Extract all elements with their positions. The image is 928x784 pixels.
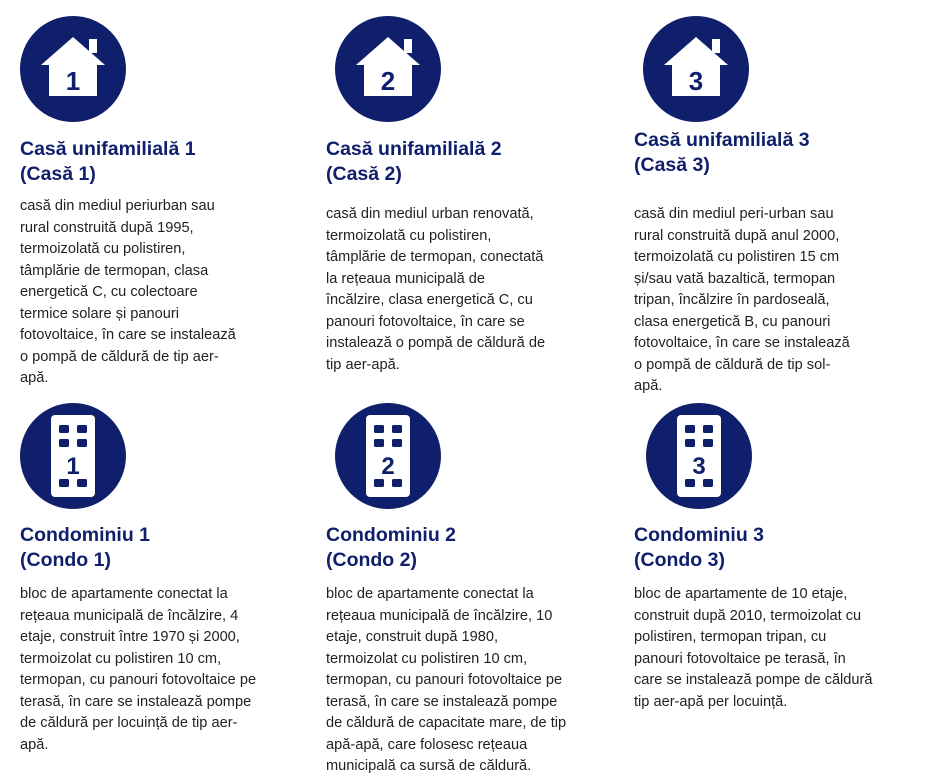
condo-card-3: [634, 403, 904, 710]
house-number: 1: [65, 66, 81, 96]
apartment-building-icon: [335, 403, 441, 509]
house-title: Casă unifamilială 2 (Casă 2): [326, 138, 502, 185]
condo-number: 2: [381, 453, 395, 480]
house-description: casă din mediul periurban sau rural construită după 1995, termoizolată cu polistiren, tâmplărie de termopan, clasa energetică C, cu colectoare termice solare și panouri fotovoltaice, în care se instalează o pompă de căldură de tip aer- apă.: [20, 198, 236, 386]
house-card-2: [326, 16, 596, 373]
apartment-building-icon: [646, 403, 752, 509]
house-description: casă din mediul urban renovată, termoizolată cu polistiren, tâmplărie de termopan, conectată la rețeaua municipală de încălzire, clasa energetică C, cu panouri fotovoltaice, în care se instalează o pompă de căldură de tip aer-apă.: [326, 206, 546, 373]
house-number: 2: [380, 66, 396, 96]
condo-description: bloc de apartamente conectat la rețeaua municipală de încălzire, 4 etaje, construit între 1970 și 2000, termoizolat cu polistiren 10 cm, termopan, cu panouri fotovoltaice pe terasă, în care se instalează pompe de căldură per locuință de tip aer- apă.: [20, 586, 257, 753]
condo-number: 1: [66, 453, 80, 480]
house-card-1: [20, 16, 290, 386]
house-title: Casă unifamilială 3 (Casă 3): [634, 129, 810, 176]
apartment-building-icon: [20, 403, 126, 509]
condo-number: 3: [692, 453, 706, 480]
house-icon: [20, 16, 126, 122]
house-card-3: [634, 16, 904, 394]
condo-card-2: [326, 403, 596, 774]
condo-title: Condominiu 3 (Condo 3): [634, 524, 764, 571]
condo-description: bloc de apartamente de 10 etaje, construit după 2010, termoizolat cu polistiren, termopan tripan, cu panouri fotovoltaice pe terasă, în care se instalează pompe de căldură tip aer-apă per locuință.: [634, 586, 873, 710]
condo-card-1: [20, 403, 290, 753]
house-icon: [643, 16, 749, 122]
house-number: 3: [688, 66, 704, 96]
house-title: Casă unifamilială 1 (Casă 1): [20, 138, 196, 185]
house-description: casă din mediul peri-urban sau rural construită după anul 2000, termoizolată cu polistiren 15 cm și/sau vată bazaltică, termopan tripan, încălzire în pardoseală, clasa energetică B, cu panouri fotovoltaice, în care se instalează o pompă de căldură de tip sol- apă.: [634, 206, 850, 394]
condo-title: Condominiu 2 (Condo 2): [326, 524, 456, 571]
condo-description: bloc de apartamente conectat la rețeaua municipală de încălzire, 10 etaje, construit după 1980, termoizolat cu polistiren 10 cm, termopan, cu panouri fotovoltaice pe terasă, în care se instalează pompe de căldură de capacitate mare, de tip apă-apă, care folosesc rețeaua municipală ca sursă de căldură.: [326, 586, 567, 774]
house-icon: [335, 16, 441, 122]
condo-title: Condominiu 1 (Condo 1): [20, 524, 150, 571]
